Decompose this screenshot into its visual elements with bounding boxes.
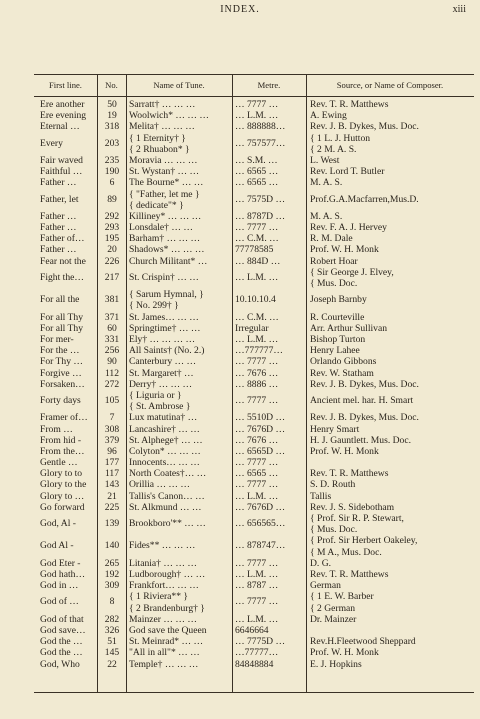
first-line-cell: God in … <box>40 580 79 592</box>
tune-name-cell: Springtime† … … <box>129 322 201 334</box>
table-top-rule <box>34 74 474 75</box>
source-cell <box>310 513 476 535</box>
metre-cell: … 6565 … <box>235 166 279 178</box>
first-line-cell: From hid - <box>40 434 82 446</box>
first-line-cell: For mer- <box>40 334 74 345</box>
metre-cell: … S.M. … <box>235 154 278 166</box>
table-row <box>0 502 480 513</box>
table-row <box>0 345 480 356</box>
first-line-cell: Ere evening <box>40 110 87 122</box>
table-row <box>0 435 480 446</box>
metre-cell: … 8787 … <box>235 580 279 592</box>
page-header <box>0 0 480 22</box>
metre-cell: … 7777 … <box>235 222 279 234</box>
first-line-cell: Glory to … <box>40 490 85 502</box>
source-cell: Joseph Barnby <box>310 294 367 306</box>
metre-cell: … 888888… <box>235 121 286 133</box>
tune-name-cell: St. Alkmund … … <box>129 501 202 513</box>
source-cell-line: { M A., Mus. Doc. <box>310 546 382 558</box>
first-line-cell: Every <box>40 137 63 149</box>
hymn-number-cell: 226 <box>104 255 120 267</box>
table-row <box>0 457 480 468</box>
table-row <box>0 479 480 490</box>
table-row <box>0 267 480 289</box>
hymn-number-cell: 117 <box>104 468 120 480</box>
first-line-cell: Fight the… <box>40 271 84 283</box>
source-cell: R. M. Dale <box>310 233 353 245</box>
hymn-number-cell: 60 <box>107 322 117 334</box>
table-row <box>0 110 480 121</box>
hymn-number-cell: 256 <box>104 345 120 357</box>
page-number: xiii <box>452 4 466 15</box>
metre-cell: … 7777 … <box>235 356 279 368</box>
metre-cell: … L.M. … <box>235 110 279 122</box>
hymn-number-cell: 217 <box>104 271 120 283</box>
metre-cell: … 7676 … <box>235 434 279 446</box>
table-row <box>0 368 480 379</box>
first-line-cell: From the… <box>40 445 85 457</box>
source-cell: Rev. W. Statham <box>310 367 374 379</box>
tune-name-cell: Fides** … … … <box>129 540 196 552</box>
tune-name-cell-line: { "Father, let me } <box>129 188 200 200</box>
tune-name-cell: St. Margaret† … <box>129 367 194 379</box>
source-cell <box>310 133 476 155</box>
source-cell-line: { 1 L. J. Hutton <box>310 132 371 144</box>
table-row <box>0 189 480 211</box>
source-cell: Rev. T. R. Matthews <box>310 468 389 480</box>
table-row <box>0 390 480 412</box>
source-cell: M. A. S. <box>310 177 343 189</box>
source-cell: L. West <box>310 154 340 166</box>
metre-cell: … 7775D … <box>235 636 286 648</box>
hymn-number-cell: 89 <box>107 193 117 205</box>
hymn-number-cell: 190 <box>104 166 120 178</box>
hymn-number-cell: 308 <box>104 423 120 435</box>
table-row <box>0 580 480 591</box>
metre-cell: … L.M. … <box>235 613 279 625</box>
first-line-cell: Father … <box>40 244 77 256</box>
hymn-number-cell: 265 <box>104 557 120 569</box>
source-cell: A. Ewing <box>310 110 347 122</box>
hymn-number-cell: 139 <box>104 518 120 530</box>
hymn-number-cell: 192 <box>104 568 120 580</box>
source-cell: D. G. <box>310 557 332 569</box>
metre-cell: … 6565D … <box>235 445 286 457</box>
tune-name-cell: Woolwich* … … … <box>129 110 209 122</box>
tune-name-cell-line: { 1 Riviera** } <box>129 591 189 603</box>
first-line-cell: God the … <box>40 647 83 659</box>
metre-cell: … 5510D … <box>235 412 286 424</box>
metre-cell: … 656565… <box>235 518 286 530</box>
first-line-cell: God of that <box>40 613 84 625</box>
metre-cell: … 8886 … <box>235 378 279 390</box>
table-row <box>0 636 480 647</box>
hymn-number-cell: 381 <box>104 294 120 306</box>
tune-name-cell: Barham† … … … <box>129 233 201 245</box>
tune-name-cell <box>129 189 231 211</box>
metre-cell: … 7777 … <box>235 479 279 491</box>
first-line-cell: Father … <box>40 210 77 222</box>
metre-cell: … L.M. … <box>235 271 279 283</box>
metre-cell: 10.10.10.4 <box>235 294 276 306</box>
table-row <box>0 121 480 132</box>
tune-name-cell: St. Crispin† … … <box>129 271 199 283</box>
hymn-number-cell: 51 <box>107 636 117 648</box>
table-row <box>0 379 480 390</box>
hymn-number-cell: 6 <box>109 177 115 189</box>
metre-cell: … L.M. … <box>235 568 279 580</box>
metre-cell: … 7777 … <box>235 596 279 608</box>
source-cell: Prof. W. H. Monk <box>310 647 379 659</box>
hymn-number-cell: 22 <box>107 658 117 670</box>
metre-cell: … 884D … <box>235 255 281 267</box>
source-cell: Rev. J. B. Dykes, Mus. Doc. <box>310 121 419 133</box>
metre-cell: …77777… <box>235 647 279 659</box>
first-line-cell: Forgive … <box>40 367 82 379</box>
first-line-cell: Glory to the <box>40 479 87 491</box>
tune-name-cell-line: { Liguria or } <box>129 389 182 401</box>
tune-name-cell <box>129 591 231 613</box>
hymn-number-cell: 50 <box>107 99 117 110</box>
source-cell-line: { Prof. Sir R. P. Stewart, <box>310 513 404 525</box>
source-cell-line: { 2 German <box>310 602 356 614</box>
hymn-number-cell: 8 <box>109 596 115 608</box>
tune-name-cell: Orillia … … … <box>129 479 191 491</box>
source-cell <box>310 267 476 289</box>
tune-name-cell-line: { Sarum Hymnal, } <box>129 289 204 301</box>
hymn-number-cell: 318 <box>104 121 120 133</box>
first-line-cell: For all Thy <box>40 311 83 323</box>
table-row <box>0 625 480 636</box>
first-line-cell: God hath… <box>40 568 86 580</box>
table-header-rule <box>34 96 474 97</box>
tune-name-cell <box>129 289 231 311</box>
hymn-number-cell: 195 <box>104 233 120 245</box>
metre-cell: … 7676D … <box>235 423 286 435</box>
source-cell: Dr. Mainzer <box>310 613 357 625</box>
source-cell: Rev. J. B. Dykes, Mus. Doc. <box>310 412 419 424</box>
hymn-number-cell: 293 <box>104 222 120 234</box>
metre-cell: … 7777 … <box>235 457 279 469</box>
metre-cell: … 8787D … <box>235 210 286 222</box>
table-row <box>0 99 480 110</box>
tune-name-cell: Frankfort… … … <box>129 580 199 592</box>
column-header-tune: Name of Tune. <box>153 80 205 90</box>
hymn-number-cell: 203 <box>104 137 120 149</box>
tune-name-cell: St. Wystan† … … <box>129 166 200 178</box>
tune-name-cell: Melita† … … … <box>129 121 195 133</box>
column-header-no: No. <box>105 80 118 90</box>
table-row <box>0 312 480 323</box>
metre-cell: … 7676 … <box>235 367 279 379</box>
table-bottom-rule <box>34 692 474 693</box>
table-row <box>0 412 480 423</box>
source-cell-line: { Mus. Doc. <box>310 278 358 290</box>
table-row <box>0 569 480 580</box>
first-line-cell: Faithful … <box>40 166 83 178</box>
tune-name-cell: Killiney* … … … <box>129 210 202 222</box>
hymn-number-cell: 20 <box>107 244 117 256</box>
source-cell: S. D. Routh <box>310 479 356 491</box>
metre-cell: … 7676D … <box>235 501 286 513</box>
table-row <box>0 155 480 166</box>
tune-name-cell-line: { 1 Eternity† } <box>129 132 186 144</box>
page-title: INDEX. <box>220 4 260 15</box>
tune-name-cell-line: { St. Ambrose } <box>129 401 191 413</box>
tune-name-cell: Colyton* … … … <box>129 445 201 457</box>
hymn-number-cell: 379 <box>104 434 120 446</box>
hymn-number-cell: 331 <box>104 334 120 345</box>
metre-cell: … C.M. … <box>235 311 279 323</box>
first-line-cell: God Eter - <box>40 557 81 569</box>
table-row <box>0 211 480 222</box>
table-row <box>0 356 480 367</box>
tune-name-cell <box>129 390 231 412</box>
first-line-cell: Forsaken… <box>40 378 85 390</box>
table-row <box>0 468 480 479</box>
first-line-cell: Father … <box>40 222 77 234</box>
metre-cell: … L.M. … <box>235 334 279 345</box>
tune-name-cell: St. Meinrad* … … <box>129 636 204 648</box>
first-line-cell: Father, let <box>40 193 79 205</box>
tune-name-cell-line: { dedicate"* } <box>129 199 184 211</box>
tune-name-cell: God save the Queen <box>129 624 207 636</box>
source-cell: Prof. W. H. Monk <box>310 445 379 457</box>
hymn-number-cell: 105 <box>104 394 120 406</box>
source-cell: E. J. Hopkins <box>310 658 362 670</box>
first-line-cell: God of … <box>40 596 79 608</box>
table-row <box>0 647 480 658</box>
metre-cell: … 7575D … <box>235 193 286 205</box>
metre-cell: 6646664 <box>235 624 269 636</box>
tune-name-cell: Innocents… … … <box>129 457 200 469</box>
first-line-cell: For Thy … <box>40 356 83 368</box>
hymn-number-cell: 112 <box>104 367 120 379</box>
source-cell: Prof.G.A.Macfarren,Mus.D. <box>310 193 419 205</box>
tune-name-cell <box>129 133 231 155</box>
hymn-number-cell: 292 <box>104 210 120 222</box>
table-row <box>0 491 480 502</box>
source-cell <box>310 591 476 613</box>
hymn-number-cell: 282 <box>104 613 120 625</box>
tune-name-cell: Mainzer … … … <box>129 613 197 625</box>
first-line-cell: God save… <box>40 624 86 636</box>
source-cell: Prof. W. H. Monk <box>310 244 379 256</box>
tune-name-cell: St. James… … … <box>129 311 199 323</box>
table-row <box>0 513 480 535</box>
tune-name-cell: Litania† … … … <box>129 557 197 569</box>
hymn-number-cell: 19 <box>107 110 117 122</box>
first-line-cell: For all Thy <box>40 322 83 334</box>
tune-name-cell: All Saints† (No. 2.) <box>129 345 205 357</box>
hymn-number-cell: 225 <box>104 501 120 513</box>
first-line-cell: Glory to to <box>40 468 83 480</box>
index-table-body <box>0 99 480 670</box>
source-cell: Ancient mel. har. H. Smart <box>310 394 414 406</box>
metre-cell: … 7777 … <box>235 99 279 110</box>
hymn-number-cell: 326 <box>104 624 120 636</box>
source-cell: Rev. Lord T. Butler <box>310 166 385 178</box>
table-row <box>0 446 480 457</box>
hymn-number-cell: 90 <box>107 356 117 368</box>
table-row <box>0 334 480 345</box>
tune-name-cell: Temple† … … … <box>129 658 199 670</box>
source-cell-line: { 1 E. W. Barber <box>310 591 374 603</box>
first-line-cell: Framer of… <box>40 412 88 424</box>
metre-cell: … C.M. … <box>235 233 279 245</box>
first-line-cell: God, Al - <box>40 518 76 530</box>
table-row <box>0 166 480 177</box>
tune-name-cell: Brookboro'** … … <box>129 518 206 530</box>
source-cell: Henry Lahee <box>310 345 360 357</box>
metre-cell: … 6565 … <box>235 177 279 189</box>
source-cell: German <box>310 580 341 592</box>
table-row <box>0 289 480 311</box>
source-cell: Henry Smart <box>310 423 360 435</box>
first-line-cell: Ere another <box>40 99 85 110</box>
metre-cell: 77778585 <box>235 244 274 256</box>
tune-name-cell: Tallis's Canon… … <box>129 490 205 502</box>
table-row <box>0 233 480 244</box>
first-line-cell: Father … <box>40 177 77 189</box>
table-row <box>0 591 480 613</box>
source-cell <box>310 535 476 557</box>
first-line-cell: Gentle … <box>40 457 78 469</box>
tune-name-cell-line: { No. 299† } <box>129 300 179 312</box>
table-row <box>0 659 480 670</box>
metre-cell: … 7777 … <box>235 557 279 569</box>
source-cell: Orlando Gibbons <box>310 356 377 368</box>
table-row <box>0 323 480 334</box>
source-cell: Rev.H.Fleetwood Sheppard <box>310 636 416 648</box>
table-row <box>0 177 480 188</box>
source-cell-line: { 2 M. A. S. <box>310 143 357 155</box>
metre-cell: … 757577… <box>235 137 286 149</box>
source-cell: Rev. T. R. Matthews <box>310 568 389 580</box>
source-cell: Rev. J. S. Sidebotham <box>310 501 395 513</box>
tune-name-cell-line: { 2 Brandenburg† } <box>129 602 205 614</box>
tune-name-cell-line: { 2 Rhuabon* } <box>129 143 190 155</box>
table-row <box>0 424 480 435</box>
first-line-cell: From … <box>40 423 73 435</box>
first-line-cell: God, Who <box>40 658 80 670</box>
first-line-cell: Fear not the <box>40 255 86 267</box>
hymn-number-cell: 21 <box>107 490 117 502</box>
tune-name-cell: St. Alphege† … … <box>129 434 203 446</box>
hymn-number-cell: 309 <box>104 580 120 592</box>
tune-name-cell: Canterbury … … <box>129 356 197 368</box>
hymn-number-cell: 145 <box>104 647 120 659</box>
column-header-metre: Metre. <box>257 80 281 90</box>
source-cell-line: { Sir George J. Elvey, <box>310 266 394 278</box>
tune-name-cell: Lux matutina† … <box>129 412 198 424</box>
source-cell: Tallis <box>310 490 332 502</box>
hymn-number-cell: 96 <box>107 445 117 457</box>
first-line-cell: Father of… <box>40 233 85 245</box>
metre-cell: …777777… <box>235 345 283 357</box>
source-cell-line: { Prof. Sir Herbert Oakeley, <box>310 535 418 547</box>
table-row <box>0 222 480 233</box>
first-line-cell: Fair waved <box>40 154 83 166</box>
hymn-number-cell: 143 <box>104 479 120 491</box>
tune-name-cell: North Coates†… … <box>129 468 207 480</box>
tune-name-cell: Lonsdale† … … <box>129 222 193 234</box>
tune-name-cell: Ludborough† … … <box>129 568 206 580</box>
tune-name-cell: The Bourne* … … <box>129 177 204 189</box>
table-row <box>0 133 480 155</box>
source-cell-line: { Mus. Doc. <box>310 524 358 536</box>
first-line-cell: God the … <box>40 636 83 648</box>
first-line-cell: God Al - <box>40 540 74 552</box>
source-cell: Rev. T. R. Matthews <box>310 99 389 110</box>
hymn-number-cell: 371 <box>104 311 120 323</box>
tune-name-cell: Lancashire† … … <box>129 423 200 435</box>
tune-name-cell: Church Militant* … <box>129 255 208 267</box>
table-row <box>0 256 480 267</box>
source-cell: Rev. J. B. Dykes, Mus. Doc. <box>310 378 419 390</box>
table-row <box>0 244 480 255</box>
first-line-cell: Forty days <box>40 394 81 406</box>
hymn-number-cell: 235 <box>104 154 120 166</box>
table-row <box>0 558 480 569</box>
tune-name-cell: Ely† … … … … <box>129 334 196 345</box>
column-header-first-line: First line. <box>49 80 82 90</box>
tune-name-cell: Shadows* … … … <box>129 244 205 256</box>
hymn-number-cell: 7 <box>109 412 115 424</box>
hymn-number-cell: 272 <box>104 378 120 390</box>
tune-name-cell: "All in all"* … … <box>129 647 200 659</box>
metre-cell: … L.M. … <box>235 490 279 502</box>
first-line-cell: For all the <box>40 294 80 306</box>
source-cell: M. A. S. <box>310 210 343 222</box>
source-cell: H. J. Gauntlett. Mus. Doc. <box>310 434 411 446</box>
metre-cell: … 7777 … <box>235 394 279 406</box>
table-row <box>0 535 480 557</box>
source-cell: R. Courteville <box>310 311 365 323</box>
tune-name-cell: Sarratt† … … … <box>129 99 196 110</box>
metre-cell: … 878747… <box>235 540 286 552</box>
source-cell: Robert Hoar <box>310 255 358 267</box>
hymn-number-cell: 177 <box>104 457 120 469</box>
metre-cell: 84848884 <box>235 658 274 670</box>
table-row <box>0 614 480 625</box>
source-cell: Arr. Arthur Sullivan <box>310 322 388 334</box>
first-line-cell: Go forward <box>40 501 85 513</box>
first-line-cell: Eternal … <box>40 121 80 133</box>
metre-cell: … 6565 … <box>235 468 279 480</box>
metre-cell: Irregular <box>235 322 269 334</box>
tune-name-cell: Derry† … … … <box>129 378 193 390</box>
hymn-number-cell: 140 <box>104 540 120 552</box>
tune-name-cell: Moravia … … … <box>129 154 198 166</box>
source-cell: Bishop Turton <box>310 334 366 345</box>
source-cell: Rev. F. A. J. Hervey <box>310 222 387 234</box>
first-line-cell: For the … <box>40 345 80 357</box>
column-header-source: Source, or Name of Composer. <box>336 80 444 90</box>
